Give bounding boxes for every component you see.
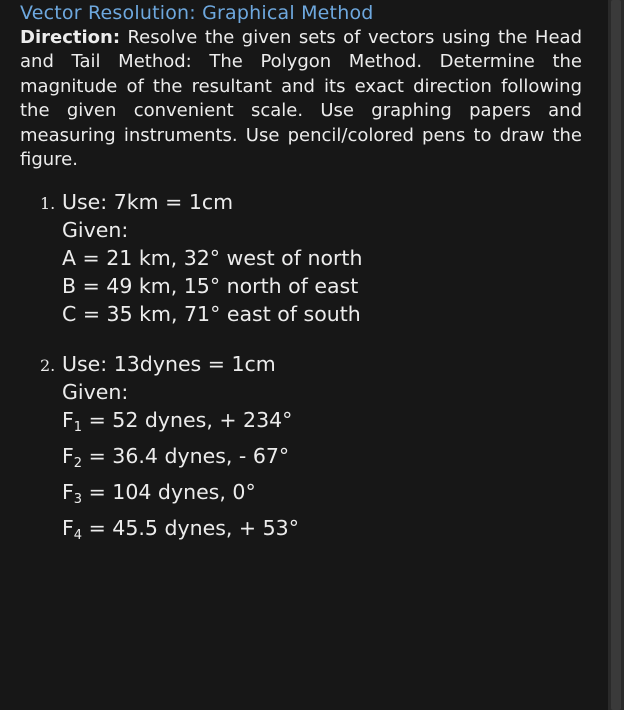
vector-subscript: 2 [73, 456, 83, 471]
scale-line: Use: 7km = 1cm [62, 190, 234, 214]
vector-f1 [40, 406, 299, 442]
scrollbar[interactable] [608, 0, 624, 710]
vector-value: = 45.5 dynes, + 53° [82, 516, 299, 540]
directions-text: Resolve the given sets of vectors using the Head and Tail Method: The Polygon Method. Determine the magnitude of the resultant and its exact direction following the given convenient scale. Use graphing papers and measuring instruments. Use pencil/colored pens to draw the figure. [20, 27, 582, 171]
vector-name: F [62, 516, 74, 540]
vector-value: = 104 dynes, 0° [82, 480, 256, 504]
vector-name: F [62, 408, 74, 432]
problem-number: 1. [40, 194, 56, 213]
vector-a: A = 21 km, 32° west of north [62, 246, 363, 270]
scale-line: Use: 13dynes = 1cm [62, 352, 276, 376]
given-label: Given: [62, 218, 129, 242]
directions-paragraph [20, 26, 582, 172]
vector-c: C = 35 km, 71° east of south [62, 302, 361, 326]
vector-name: F [62, 444, 74, 468]
vector-f4 [40, 514, 299, 550]
problem-2 [40, 350, 299, 550]
vector-b: B = 49 km, 15° north of east [62, 274, 359, 298]
vector-name: F [62, 480, 74, 504]
scrollbar-thumb[interactable] [611, 0, 621, 710]
vector-value: = 52 dynes, + 234° [82, 408, 293, 432]
vector-value: = 36.4 dynes, - 67° [82, 444, 290, 468]
vector-subscript: 4 [73, 528, 83, 543]
vector-subscript: 3 [73, 492, 83, 507]
problem-1 [40, 188, 362, 328]
vector-subscript: 1 [73, 420, 83, 435]
page-title: Vector Resolution: Graphical Method [20, 2, 374, 24]
vector-f2 [40, 442, 299, 478]
problem-number: 2. [40, 356, 56, 375]
directions-label: Direction: [20, 27, 121, 48]
vector-f3 [40, 478, 299, 514]
given-label: Given: [62, 380, 129, 404]
